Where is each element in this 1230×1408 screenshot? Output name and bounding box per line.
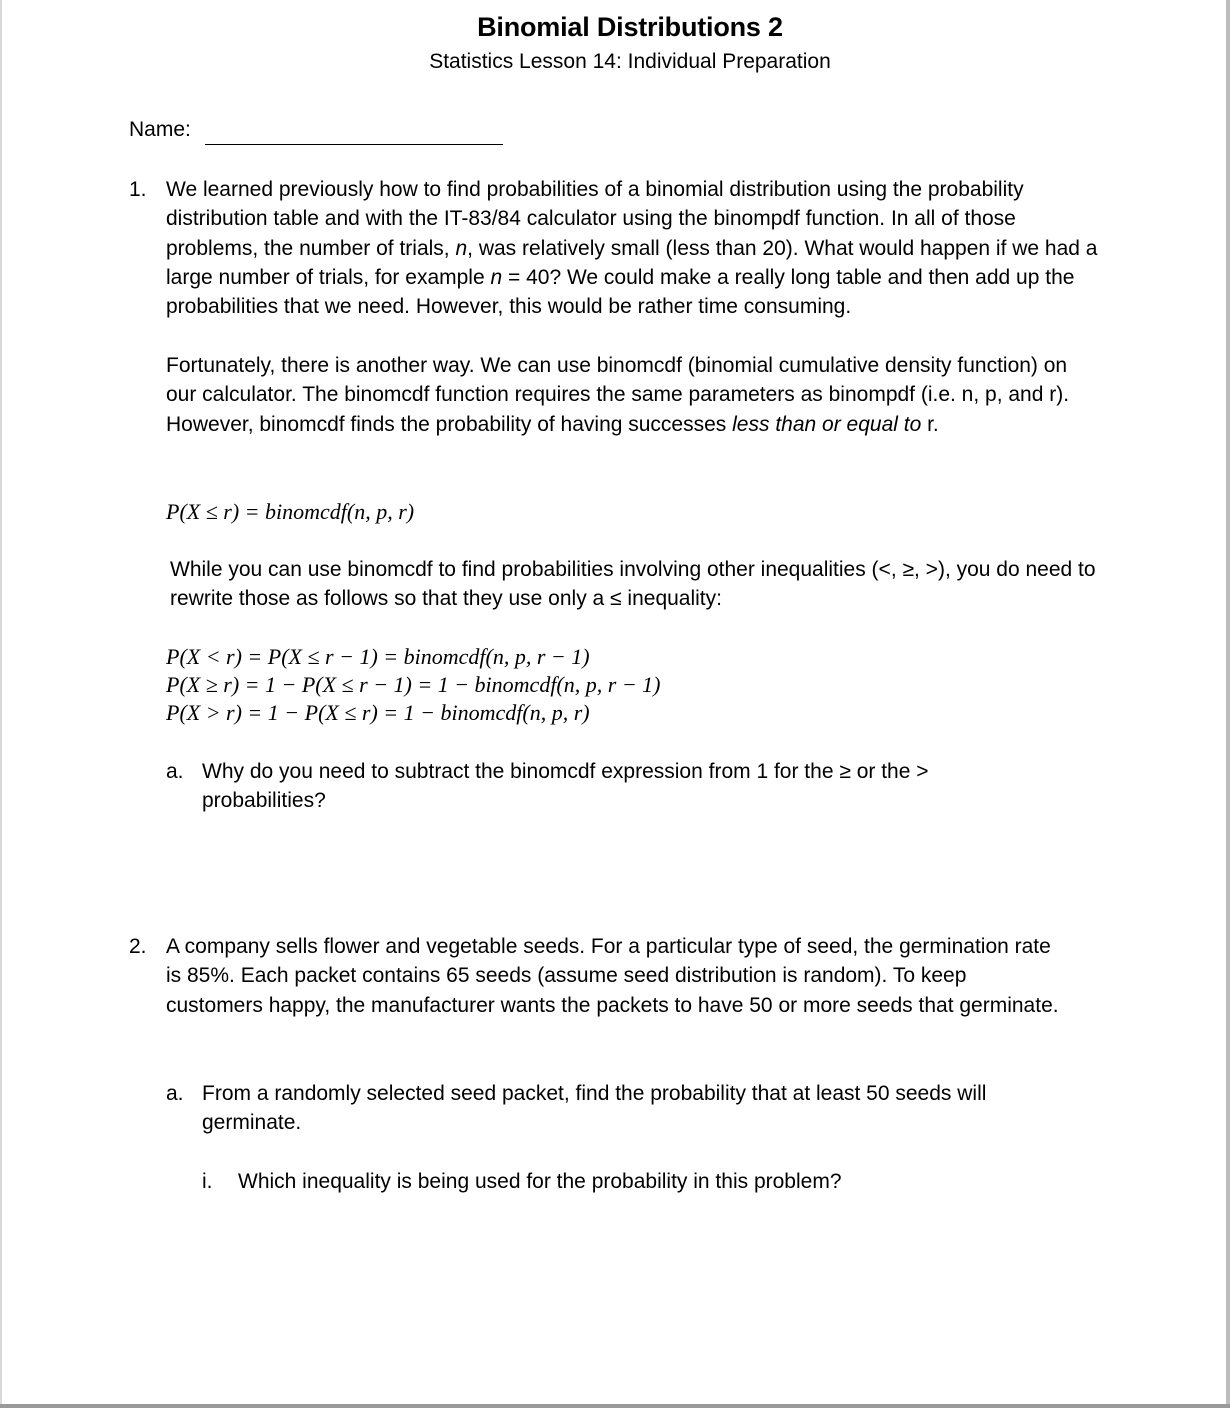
question-1a-text: Why do you need to subtract the binomcdf expression from 1 for the ≥ or the > probabilities? [202, 760, 929, 813]
window-bottom-edge [0, 1404, 1230, 1408]
question-2a-label: a. [166, 1082, 184, 1105]
question-2-number: 2. [129, 935, 147, 958]
formula-less-than: P(X < r) = P(X ≤ r − 1) = binomcdf(n, p, r − 1) [166, 644, 590, 669]
window-right-edge [1226, 0, 1230, 1408]
question-1a-label: a. [166, 760, 184, 783]
formula-greater-or-equal: P(X ≥ r) = 1 − P(X ≤ r − 1) = 1 − binomcdf(n, p, r − 1) [166, 672, 661, 697]
question-1-number: 1. [129, 178, 147, 201]
question-1-intro: We learned previously how to find probabilities of a binomial distribution using the probability distribution table and with the IT-83/84 calculator using the binompdf function. In all of those problems, the number of trials, n, was relatively small (less than 20). What would happen if we had a large number of trials, for example n = 40? We could make a really long table and then add up the probabilities that we need. However, this would be rather time consuming. [166, 178, 1098, 319]
page-title: Binomial Distributions 2 [477, 12, 783, 42]
question-2a-text: From a randomly selected seed packet, find the probability that at least 50 seeds will germinate. [202, 1082, 987, 1135]
question-2a-i-text: Which inequality is being used for the probability in this problem? [238, 1170, 842, 1193]
name-label: Name: [129, 118, 191, 141]
page-subtitle: Statistics Lesson 14: Individual Preparation [429, 50, 831, 73]
question-1-inequalities-paragraph: While you can use binomcdf to find probabilities involving other inequalities (<, ≥, >), you do need to rewrite those as follows so that they use only a ≤ inequality: [170, 558, 1096, 611]
formula-binomcdf-definition: P(X ≤ r) = binomcdf(n, p, r) [166, 499, 415, 524]
question-2-text: A company sells flower and vegetable seeds. For a particular type of seed, the germination rate is 85%. Each packet contains 65 seeds (assume seed distribution is random). To keep customers happy, the manufacturer wants the packets to have 50 or more seeds that germinate. [166, 935, 1059, 1017]
name-blank-line[interactable] [205, 144, 503, 145]
question-1-binomcdf-paragraph: Fortunately, there is another way. We can use binomcdf (binomial cumulative density function) on our calculator. The binomcdf function requires the same parameters as binompdf (i.e. n, p, and r). However, binomcdf finds the probability of having successes less than or equal to r. [166, 354, 1070, 436]
formula-greater-than: P(X > r) = 1 − P(X ≤ r) = 1 − binomcdf(n, p, r) [166, 700, 590, 725]
page-left-edge [0, 0, 2, 1408]
question-2a-i-label: i. [202, 1170, 213, 1193]
